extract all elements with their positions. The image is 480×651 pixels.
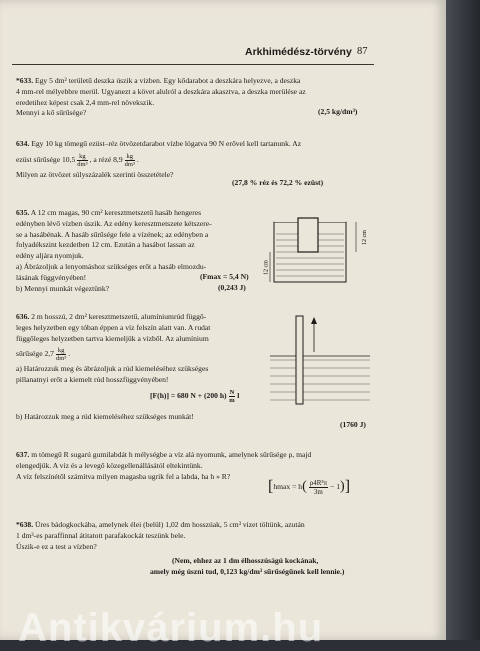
rod [296,316,303,404]
header-rule [12,64,374,65]
page-header [0,44,446,64]
density-line: ezüst sűrűsége 10,5 $\frac{kg}{\text{dm³}}$ , a rézé 8,9 $\frac{kg}{\text{dm³}}$ . [16,152,139,168]
problem-line: lásának függvényében! [16,272,87,282]
text: m tömegű R sugarú gumilabdát h mélységbe a víz alá nyomunk, amelynek sűrűsége ρ, majd [31,450,312,459]
formula-line [16,386,268,406]
problem-634 [16,139,370,181]
answer-638-line2: amely még úszni tud, 0,123 kg/dm³ sűrűségűnek kell lennie.) [150,567,345,576]
problem-line [16,520,370,531]
problem-line: b) Mennyi munkát végeztünk? [16,283,109,293]
text: Egy 5 dm² területű deszka úszik a vízben. Egy kődarabot a deszkára helyezve, a deszka [35,76,301,85]
problem-line: a) Ábrázoljuk a lenyomáshoz szükséges erőt a hasáb elmozdu- [16,261,207,271]
problem-number: 636. [16,312,30,321]
unit-den: dm³ [55,355,67,363]
unit-den: m [229,396,235,404]
watermark: Antikvárium.hu [18,606,324,650]
unit-fraction [56,347,66,362]
problem-line: se a hasábénak. A hasáb sűrűsége fele a vízének; az edényben a [16,229,209,239]
problem-line [16,208,266,219]
problem-line: edény aljára nyomjuk. [16,251,84,261]
problem-line: 4 mm-rel mélyebbre merül. Ugyanezt a követ alulról a deszkára akasztva, a deszka merülése az [16,86,306,96]
text: − 1 [330,481,341,491]
unit-den: dm³ [77,160,88,168]
text: Egy 10 kg tömegű ezüst–réz ötvözetdarabot vízbe lógatva 90 N erővel kell tartanunk. Az [31,139,302,148]
unit-den: dm³ [124,160,135,168]
problem-638 [16,520,370,552]
problem-line [16,450,370,461]
running-title: Arkhimédész-törvény [245,46,352,58]
answer-637: [hmax = h( $\frac{\text{ρ4R³π}}{3m}$ − 1)] [268,478,351,496]
problem-line: a) Határozzuk meg és ábrázoljuk a rúd kiemeléséhez szükséges [16,364,209,374]
answer-633: (2,5 kg/dm³) [318,107,358,116]
formula-den: 3m [313,487,323,496]
text: 2 m hosszú, 2 dm² keresztmetszetű, alumíniumrúd függő- [31,312,207,321]
answer-638-line1: (Nem, ehhez az 1 dm élhosszúságú kockának, [172,556,319,565]
page-number: 87 [357,46,368,57]
answer-635a: (Fmax = 5,4 N) [200,272,249,281]
text: sűrűsége 2,7 [16,349,54,359]
problem-line: függőleges helyzetben tartva kiemeljük a vízből. Az alumínium [16,333,209,343]
right-label: 12 cm [362,230,368,245]
problem-number: 634. [16,139,30,148]
text: ezüst sűrűsége 10,5 [16,154,76,164]
problem-line: 1 dm³-es paraffinnal átitatott parafakockát teszünk bele. [16,530,186,540]
formula-fraction [309,479,328,496]
rod-figure [266,312,374,412]
unit-fraction [77,153,87,168]
problem-line: edényben lévő vízben úszik. Az edény keresztmetszete kétszere- [16,218,212,228]
problem-line: Úszik-e ez a test a vízben? [16,541,97,551]
problem-line: folyadékszint kezdetben 12 cm. Ezután a hasábot lassan az [16,240,195,250]
unit-fraction [229,389,236,404]
problem-line: A víz felszínétől számítva milyen magasba ugrik fel a labda, ha h » R? [16,471,231,481]
text: , a rézé 8,9 [89,154,123,164]
unit-num: kg [57,347,65,355]
text: A 12 cm magas, 90 cm² keresztmetszetű hasáb hengeres [30,208,202,217]
text: hmax = h [273,481,303,491]
answer-634: (27,8 % réz és 72,2 % ezüst) [232,178,324,187]
problem-number: 635. [16,208,30,217]
formula-num: ρ4R³π [309,478,328,487]
problem-line [16,139,370,150]
unit-num: kg [126,152,134,160]
density-line: sűrűsége 2,7 $\frac{kg}{\text{dm³}}$ . [16,347,71,363]
problem-line [16,312,268,323]
problem-line [16,76,370,87]
text: l [237,390,240,400]
problem-line: Mennyi a kő sűrűsége? [16,108,87,118]
unit-fraction [125,153,135,168]
problem-number: *633. [16,76,34,85]
floating-block-figure [263,212,376,286]
problem-number: 637. [16,450,30,459]
problem-635 [16,208,266,294]
problem-line: Milyen az ötvözet súlyszázalék szerinti összetétele? [16,169,174,179]
arrow-head [311,317,317,324]
book-edge [446,0,480,640]
unit-num: kg [79,152,86,160]
unit-num: N [229,388,235,396]
problem-number: *638. [16,520,34,529]
problem-line: pillanatnyi erőt a kiemelt rúd hosszfüggvényében! [16,375,169,385]
text: [F(h)] = 680 N + (200 h) [150,390,227,400]
lake-water [270,360,370,400]
problem-line: b) Határozzuk meg a rúd kiemeléséhez szükséges munkát! [16,411,194,421]
text: Üres bádogkockába, amelynek élei (belül) 1,02 dm hosszúak, 5 cm³ vizet töltünk, azután [35,520,305,529]
problem-633 [16,76,370,119]
problem-line: leges helyzetben egy tóban éppen a víz felszín alatt van. A rudat [16,322,211,332]
left-label: 12 cm [263,260,270,275]
problem-line: eredetihez képest csak 2,4 mm-rel növekszik. [16,97,155,107]
problem-636 [16,312,268,423]
answer-635b: (0,243 J) [218,283,246,292]
block [298,218,318,252]
problem-line: elengedjük. A víz és a levegő közegellenállásától eltekintünk. [16,460,203,470]
answer-636: (1760 J) [340,420,366,429]
